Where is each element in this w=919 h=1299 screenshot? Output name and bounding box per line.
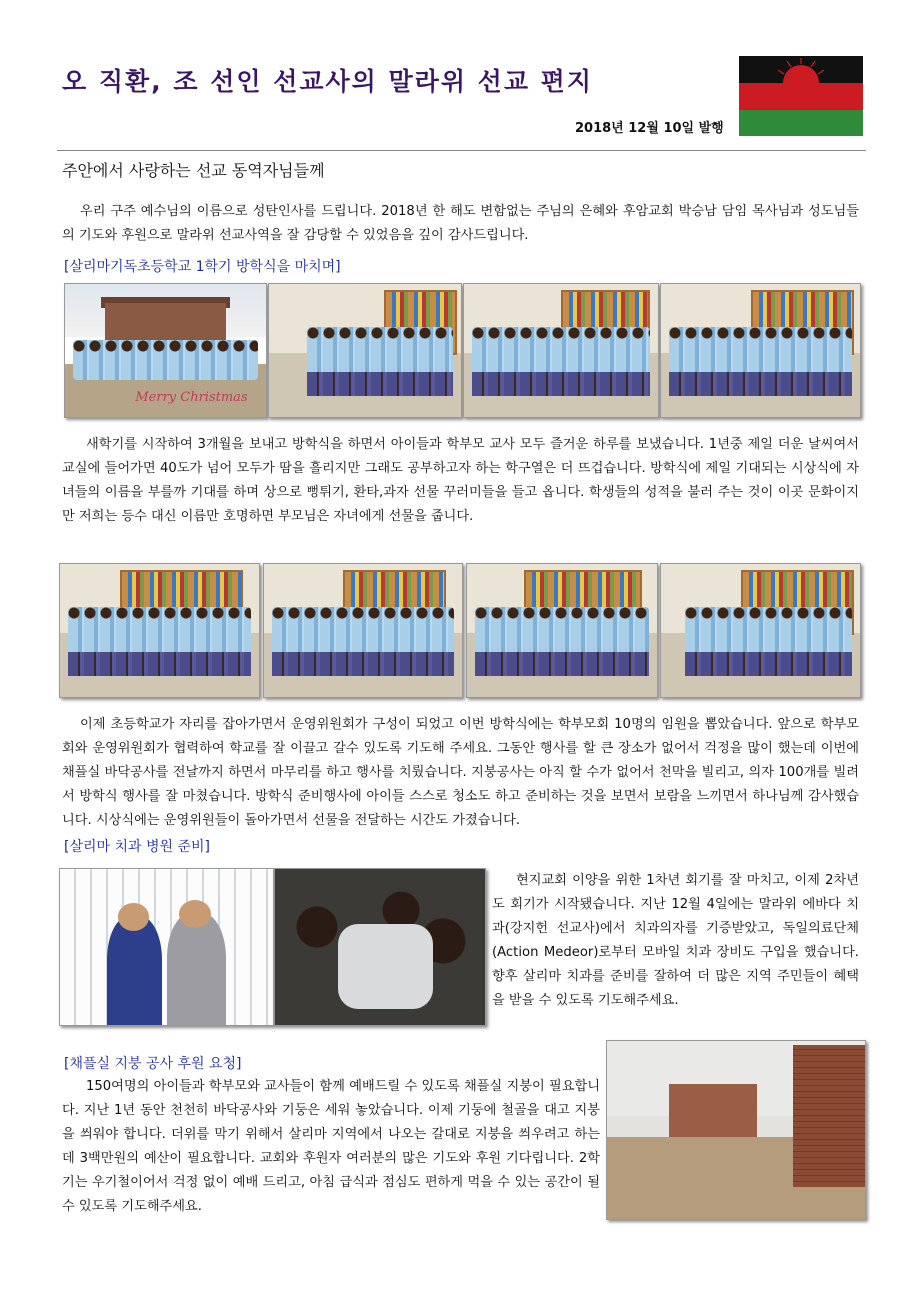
school-photo-3: [463, 283, 659, 418]
school-photo-7: [466, 563, 658, 698]
greeting: 주안에서 사랑하는 선교 동역자님들께: [62, 161, 325, 180]
section-heading-chapel: [채플실 지붕 공사 후원 요청]: [64, 1056, 242, 1072]
school-paragraph-2: 이제 초등학교가 자리를 잡아가면서 운영위원회가 구성이 되었고 이번 방학식에는 학부모회 10명의 임원을 뽑았습니다. 앞으로 학부모회와 운영위원회가 협력하여 학교를 잘 이끌고 갈수 있도록 기도해 주세요. 그동안 행사를 할 큰 장소가 없어서 걱정을 많이 했는데 이번에 채플실 바닥공사를 전날까지 하면서 마무리를 하고 행사를 치뤘습니다. 지붕공사는 아직 할 수가 없어서 천막을 빌리고, 의자 100개를 빌려서 방학식 행사를 잘 마쳤습니다. 방학식 준비행사에 아이들 스스로 청소도 하고 준비하는 것을 보면서 보람을 느끼면서 하나님께 감사했습니다. 시상식에는 운영위원들이 돌아가면서 선물을 전달하는 시간도 가졌습니다.: [62, 717, 859, 828]
header-divider: [57, 150, 866, 151]
section-heading-school: [살리마기독초등학교 1학기 방학식을 마치며]: [64, 259, 341, 275]
school-photo-4: [660, 283, 861, 418]
school-photo-1: [64, 283, 267, 418]
issue-date: 2018년 12월 10일 발행: [575, 121, 724, 136]
school-paragraph-1: 새학기를 시작하여 3개월을 보내고 방학식을 하면서 아이들과 학부모 교사 모두 즐거운 하루를 보냈습니다. 1년중 제일 더운 날씨여서 교실에 들어가면 40도가 넘어 모두가 땀을 흘리지만 그래도 공부하고자 하는 학구열은 더 뜨겁습니다. 방학식에 제일 기대되는 시상식에 자녀들의 이름을 부를까 기대를 하며 상으로 뻥튀기, 환타,과자 선물 꾸러미들을 들고 옵니다. 학생들의 성적을 불러 주는 것이 이곳 문화이지만 저희는 등수 대신 이름만 호명하면 부모님은 자녀에게 선물을 줍니다.: [62, 437, 859, 524]
section-heading-dental: [살리마 치과 병원 준비]: [64, 839, 210, 855]
school-photo-5: [59, 563, 260, 698]
photo-caption: Merry Christmas: [135, 390, 248, 406]
dental-photo-1: [59, 868, 274, 1026]
chapel-photo: [606, 1040, 866, 1220]
dental-photo-2: [274, 868, 486, 1026]
letter-title: 오 직환, 조 선인 선교사의 말라위 선교 편지: [62, 67, 593, 96]
chapel-paragraph: 150여명의 아이들과 학부모와 교사들이 함께 예배드릴 수 있도록 채플실 지붕이 필요합니다. 지난 1년 동안 천천히 바닥공사와 기둥은 세워 놓았습니다. 이제 기둥에 철골을 대고 지붕을 씌워야 합니다. 더위를 막기 위해서 살리마 지역에서 나오는 갈대로 지붕을 씌우려고 하는 데 3백만원의 예산이 필요합니다. 교회와 후원자 여러분의 많은 기도와 후원 기다립니다. 2학기는 우기철이어서 걱정 없이 예배 드리고, 아침 급식과 점심도 편하게 먹을 수 있는 공간이 될 수 있도록 기도해주세요.: [62, 1079, 600, 1214]
school-photo-6: [263, 563, 463, 698]
school-photo-2: [268, 283, 462, 418]
school-photo-8: [660, 563, 861, 698]
intro-paragraph: 우리 구주 예수님의 이름으로 성탄인사를 드립니다. 2018년 한 해도 변함없는 주님의 은혜와 후암교회 박승남 담임 목사님과 성도님들의 기도와 후원으로 말라위 선교사역을 잘 감당할 수 있었음을 깊이 감사드립니다.: [62, 204, 859, 243]
dental-paragraph: 현지교회 이양을 위한 1차년 회기를 잘 마치고, 이제 2차년도 회기가 시작됐습니다. 지난 12월 4일에는 말라위 에바다 치과(강지헌 선교사)에서 치과의자를 기증받았고, 독일의료단체(Action Medeor)로부터 모바일 치과 장비도 구입을 했습니다. 향후 살리마 치과를 준비를 잘하여 더 많은 지역 주민들이 혜택을 받을 수 있도록 기도해주세요.: [492, 873, 859, 1008]
malawi-flag: [739, 56, 863, 136]
